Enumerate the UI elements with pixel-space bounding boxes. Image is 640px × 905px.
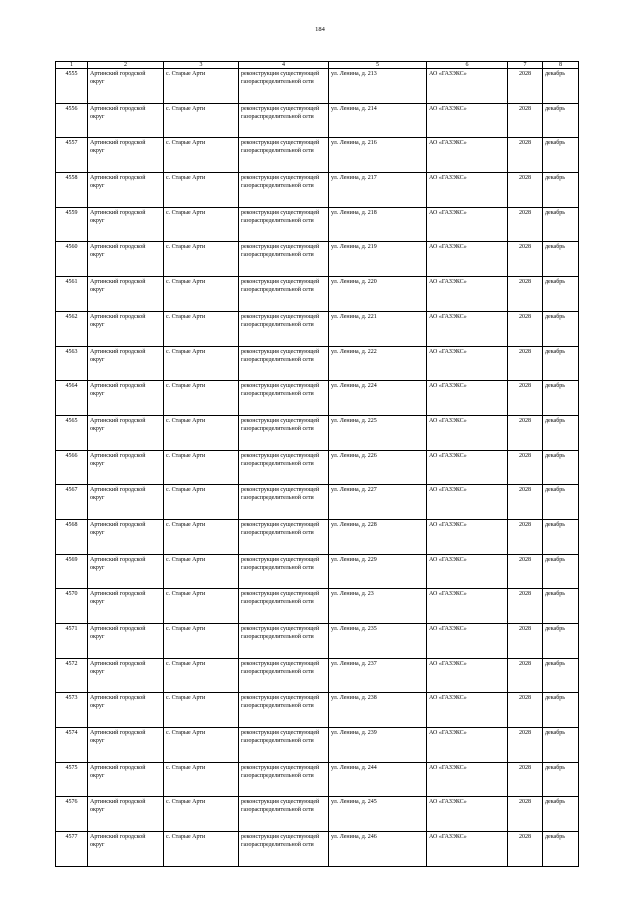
table-row — [56, 415, 579, 450]
cell-address: ул. Ленина, д. 218 — [329, 207, 427, 242]
cell-municipality: Артинский городской округ — [88, 658, 164, 693]
cell-address: ул. Ленина, д. 227 — [329, 485, 427, 520]
cell-municipality: Артинский городской округ — [88, 242, 164, 277]
cell-municipality: Артинский городской округ — [88, 589, 164, 624]
column-header: 4 — [239, 62, 329, 69]
cell-work-type: реконструкция существующей газораспределительной сети — [239, 832, 329, 867]
cell-year: 2028 — [508, 589, 543, 624]
cell-municipality: Артинский городской округ — [88, 381, 164, 416]
cell-row-number: 4561 — [56, 277, 88, 312]
cell-month: декабрь — [543, 728, 579, 763]
cell-month: декабрь — [543, 207, 579, 242]
table-row — [56, 554, 579, 589]
cell-settlement: с. Старые Арти — [164, 832, 239, 867]
cell-work-type: реконструкция существующей газораспределительной сети — [239, 138, 329, 173]
column-header: 2 — [88, 62, 164, 69]
cell-work-type: реконструкция существующей газораспределительной сети — [239, 173, 329, 208]
cell-work-type: реконструкция существующей газораспределительной сети — [239, 693, 329, 728]
cell-settlement: с. Старые Арти — [164, 485, 239, 520]
cell-municipality: Артинский городской округ — [88, 485, 164, 520]
cell-municipality: Артинский городской округ — [88, 207, 164, 242]
table-row — [56, 311, 579, 346]
cell-work-type: реконструкция существующей газораспределительной сети — [239, 485, 329, 520]
cell-contractor: АО «ГАЗЭКС» — [427, 103, 508, 138]
cell-municipality: Артинский городской округ — [88, 69, 164, 104]
cell-municipality: Артинский городской округ — [88, 693, 164, 728]
cell-year: 2028 — [508, 69, 543, 104]
cell-contractor: АО «ГАЗЭКС» — [427, 450, 508, 485]
table-row — [56, 728, 579, 763]
cell-address: ул. Ленина, д. 245 — [329, 797, 427, 832]
cell-year: 2028 — [508, 103, 543, 138]
cell-address: ул. Ленина, д. 235 — [329, 624, 427, 659]
cell-work-type: реконструкция существующей газораспределительной сети — [239, 519, 329, 554]
table-row — [56, 797, 579, 832]
table-row — [56, 693, 579, 728]
cell-year: 2028 — [508, 797, 543, 832]
cell-address: ул. Ленина, д. 225 — [329, 415, 427, 450]
cell-work-type: реконструкция существующей газораспределительной сети — [239, 658, 329, 693]
cell-municipality: Артинский городской округ — [88, 832, 164, 867]
cell-year: 2028 — [508, 658, 543, 693]
cell-work-type: реконструкция существующей газораспределительной сети — [239, 797, 329, 832]
cell-contractor: АО «ГАЗЭКС» — [427, 207, 508, 242]
cell-row-number: 4560 — [56, 242, 88, 277]
cell-address: ул. Ленина, д. 216 — [329, 138, 427, 173]
cell-year: 2028 — [508, 207, 543, 242]
cell-year: 2028 — [508, 450, 543, 485]
cell-month: декабрь — [543, 797, 579, 832]
cell-municipality: Артинский городской округ — [88, 797, 164, 832]
cell-contractor: АО «ГАЗЭКС» — [427, 277, 508, 312]
cell-address: ул. Ленина, д. 229 — [329, 554, 427, 589]
cell-month: декабрь — [543, 242, 579, 277]
table-row — [56, 346, 579, 381]
cell-month: декабрь — [543, 624, 579, 659]
cell-municipality: Артинский городской округ — [88, 173, 164, 208]
cell-month: декабрь — [543, 693, 579, 728]
table-row — [56, 519, 579, 554]
cell-year: 2028 — [508, 624, 543, 659]
cell-row-number: 4569 — [56, 554, 88, 589]
cell-row-number: 4571 — [56, 624, 88, 659]
cell-month: декабрь — [543, 311, 579, 346]
cell-municipality: Артинский городской округ — [88, 450, 164, 485]
cell-month: декабрь — [543, 346, 579, 381]
cell-address: ул. Ленина, д. 224 — [329, 381, 427, 416]
cell-work-type: реконструкция существующей газораспределительной сети — [239, 381, 329, 416]
cell-contractor: АО «ГАЗЭКС» — [427, 624, 508, 659]
table-row — [56, 450, 579, 485]
cell-row-number: 4563 — [56, 346, 88, 381]
cell-settlement: с. Старые Арти — [164, 693, 239, 728]
cell-settlement: с. Старые Арти — [164, 658, 239, 693]
cell-row-number: 4557 — [56, 138, 88, 173]
cell-settlement: с. Старые Арти — [164, 277, 239, 312]
column-header: 7 — [508, 62, 543, 69]
cell-row-number: 4574 — [56, 728, 88, 763]
cell-settlement: с. Старые Арти — [164, 242, 239, 277]
cell-contractor: АО «ГАЗЭКС» — [427, 762, 508, 797]
cell-address: ул. Ленина, д. 238 — [329, 693, 427, 728]
cell-month: декабрь — [543, 589, 579, 624]
column-header: 5 — [329, 62, 427, 69]
cell-month: декабрь — [543, 832, 579, 867]
table-row — [56, 103, 579, 138]
cell-month: декабрь — [543, 554, 579, 589]
cell-month: декабрь — [543, 103, 579, 138]
cell-address: ул. Ленина, д. 246 — [329, 832, 427, 867]
column-header: 3 — [164, 62, 239, 69]
cell-municipality: Артинский городской округ — [88, 554, 164, 589]
cell-contractor: АО «ГАЗЭКС» — [427, 554, 508, 589]
table-row — [56, 624, 579, 659]
cell-contractor: АО «ГАЗЭКС» — [427, 728, 508, 763]
cell-contractor: АО «ГАЗЭКС» — [427, 381, 508, 416]
cell-settlement: с. Старые Арти — [164, 415, 239, 450]
cell-settlement: с. Старые Арти — [164, 346, 239, 381]
cell-settlement: с. Старые Арти — [164, 103, 239, 138]
cell-year: 2028 — [508, 173, 543, 208]
cell-municipality: Артинский городской округ — [88, 728, 164, 763]
cell-contractor: АО «ГАЗЭКС» — [427, 242, 508, 277]
cell-work-type: реконструкция существующей газораспределительной сети — [239, 415, 329, 450]
cell-settlement: с. Старые Арти — [164, 797, 239, 832]
cell-work-type: реконструкция существующей газораспределительной сети — [239, 554, 329, 589]
cell-contractor: АО «ГАЗЭКС» — [427, 311, 508, 346]
cell-settlement: с. Старые Арти — [164, 207, 239, 242]
cell-contractor: АО «ГАЗЭКС» — [427, 797, 508, 832]
cell-year: 2028 — [508, 762, 543, 797]
cell-municipality: Артинский городской округ — [88, 519, 164, 554]
cell-contractor: АО «ГАЗЭКС» — [427, 519, 508, 554]
cell-work-type: реконструкция существующей газораспределительной сети — [239, 762, 329, 797]
cell-row-number: 4555 — [56, 69, 88, 104]
cell-settlement: с. Старые Арти — [164, 519, 239, 554]
column-header: 6 — [427, 62, 508, 69]
page-number: 184 — [315, 26, 325, 33]
cell-month: декабрь — [543, 450, 579, 485]
cell-contractor: АО «ГАЗЭКС» — [427, 832, 508, 867]
cell-address: ул. Ленина, д. 237 — [329, 658, 427, 693]
cell-work-type: реконструкция существующей газораспределительной сети — [239, 346, 329, 381]
cell-work-type: реконструкция существующей газораспределительной сети — [239, 277, 329, 312]
cell-year: 2028 — [508, 242, 543, 277]
cell-municipality: Артинский городской округ — [88, 415, 164, 450]
cell-contractor: АО «ГАЗЭКС» — [427, 485, 508, 520]
cell-year: 2028 — [508, 832, 543, 867]
cell-row-number: 4562 — [56, 311, 88, 346]
table-row — [56, 658, 579, 693]
cell-municipality: Артинский городской округ — [88, 346, 164, 381]
cell-month: декабрь — [543, 173, 579, 208]
table-row — [56, 832, 579, 867]
cell-month: декабрь — [543, 519, 579, 554]
cell-work-type: реконструкция существующей газораспределительной сети — [239, 207, 329, 242]
column-header: 8 — [543, 62, 579, 69]
cell-row-number: 4565 — [56, 415, 88, 450]
cell-month: декабрь — [543, 485, 579, 520]
cell-year: 2028 — [508, 485, 543, 520]
cell-work-type: реконструкция существующей газораспределительной сети — [239, 311, 329, 346]
cell-row-number: 4558 — [56, 173, 88, 208]
table-row — [56, 277, 579, 312]
table-row — [56, 138, 579, 173]
cell-work-type: реконструкция существующей газораспределительной сети — [239, 69, 329, 104]
cell-settlement: с. Старые Арти — [164, 728, 239, 763]
cell-address: ул. Ленина, д. 228 — [329, 519, 427, 554]
cell-row-number: 4575 — [56, 762, 88, 797]
cell-month: декабрь — [543, 415, 579, 450]
table-body — [56, 62, 579, 867]
cell-row-number: 4568 — [56, 519, 88, 554]
cell-contractor: АО «ГАЗЭКС» — [427, 658, 508, 693]
cell-municipality: Артинский городской округ — [88, 138, 164, 173]
cell-row-number: 4567 — [56, 485, 88, 520]
cell-settlement: с. Старые Арти — [164, 381, 239, 416]
cell-year: 2028 — [508, 311, 543, 346]
cell-settlement: с. Старые Арти — [164, 554, 239, 589]
cell-work-type: реконструкция существующей газораспределительной сети — [239, 728, 329, 763]
cell-month: декабрь — [543, 658, 579, 693]
cell-month: декабрь — [543, 69, 579, 104]
cell-municipality: Артинский городской округ — [88, 762, 164, 797]
cell-contractor: АО «ГАЗЭКС» — [427, 173, 508, 208]
cell-work-type: реконструкция существующей газораспределительной сети — [239, 589, 329, 624]
table-row — [56, 207, 579, 242]
cell-address: ул. Ленина, д. 23 — [329, 589, 427, 624]
cell-row-number: 4559 — [56, 207, 88, 242]
cell-address: ул. Ленина, д. 220 — [329, 277, 427, 312]
cell-work-type: реконструкция существующей газораспределительной сети — [239, 450, 329, 485]
cell-row-number: 4576 — [56, 797, 88, 832]
cell-municipality: Артинский городской округ — [88, 624, 164, 659]
table-row — [56, 173, 579, 208]
cell-row-number: 4564 — [56, 381, 88, 416]
column-header: 1 — [56, 62, 88, 69]
cell-contractor: АО «ГАЗЭКС» — [427, 693, 508, 728]
cell-address: ул. Ленина, д. 214 — [329, 103, 427, 138]
cell-settlement: с. Старые Арти — [164, 138, 239, 173]
cell-row-number: 4572 — [56, 658, 88, 693]
table-row — [56, 381, 579, 416]
cell-month: декабрь — [543, 277, 579, 312]
cell-address: ул. Ленина, д. 213 — [329, 69, 427, 104]
cell-settlement: с. Старые Арти — [164, 311, 239, 346]
cell-municipality: Артинский городской округ — [88, 311, 164, 346]
table-row — [56, 762, 579, 797]
cell-settlement: с. Старые Арти — [164, 450, 239, 485]
cell-year: 2028 — [508, 415, 543, 450]
cell-year: 2028 — [508, 554, 543, 589]
cell-work-type: реконструкция существующей газораспределительной сети — [239, 103, 329, 138]
cell-settlement: с. Старые Арти — [164, 762, 239, 797]
table-row — [56, 589, 579, 624]
cell-year: 2028 — [508, 519, 543, 554]
cell-settlement: с. Старые Арти — [164, 589, 239, 624]
cell-row-number: 4566 — [56, 450, 88, 485]
cell-address: ул. Ленина, д. 244 — [329, 762, 427, 797]
table-row — [56, 485, 579, 520]
cell-row-number: 4570 — [56, 589, 88, 624]
cell-address: ул. Ленина, д. 219 — [329, 242, 427, 277]
cell-work-type: реконструкция существующей газораспределительной сети — [239, 242, 329, 277]
cell-address: ул. Ленина, д. 222 — [329, 346, 427, 381]
cell-settlement: с. Старые Арти — [164, 173, 239, 208]
cell-contractor: АО «ГАЗЭКС» — [427, 415, 508, 450]
cell-year: 2028 — [508, 693, 543, 728]
cell-contractor: АО «ГАЗЭКС» — [427, 346, 508, 381]
cell-year: 2028 — [508, 346, 543, 381]
cell-month: декабрь — [543, 381, 579, 416]
cell-settlement: с. Старые Арти — [164, 624, 239, 659]
cell-year: 2028 — [508, 138, 543, 173]
cell-contractor: АО «ГАЗЭКС» — [427, 138, 508, 173]
cell-month: декабрь — [543, 762, 579, 797]
cell-year: 2028 — [508, 728, 543, 763]
cell-year: 2028 — [508, 277, 543, 312]
cell-contractor: АО «ГАЗЭКС» — [427, 69, 508, 104]
cell-row-number: 4577 — [56, 832, 88, 867]
cell-municipality: Артинский городской округ — [88, 103, 164, 138]
cell-address: ул. Ленина, д. 226 — [329, 450, 427, 485]
table-row — [56, 69, 579, 104]
cell-year: 2028 — [508, 381, 543, 416]
cell-address: ул. Ленина, д. 217 — [329, 173, 427, 208]
cell-month: декабрь — [543, 138, 579, 173]
cell-municipality: Артинский городской округ — [88, 277, 164, 312]
table-row — [56, 242, 579, 277]
cell-settlement: с. Старые Арти — [164, 69, 239, 104]
cell-row-number: 4556 — [56, 103, 88, 138]
cell-work-type: реконструкция существующей газораспределительной сети — [239, 624, 329, 659]
register-table — [55, 61, 579, 867]
cell-address: ул. Ленина, д. 239 — [329, 728, 427, 763]
cell-contractor: АО «ГАЗЭКС» — [427, 589, 508, 624]
header-row — [56, 62, 579, 69]
cell-address: ул. Ленина, д. 221 — [329, 311, 427, 346]
cell-row-number: 4573 — [56, 693, 88, 728]
